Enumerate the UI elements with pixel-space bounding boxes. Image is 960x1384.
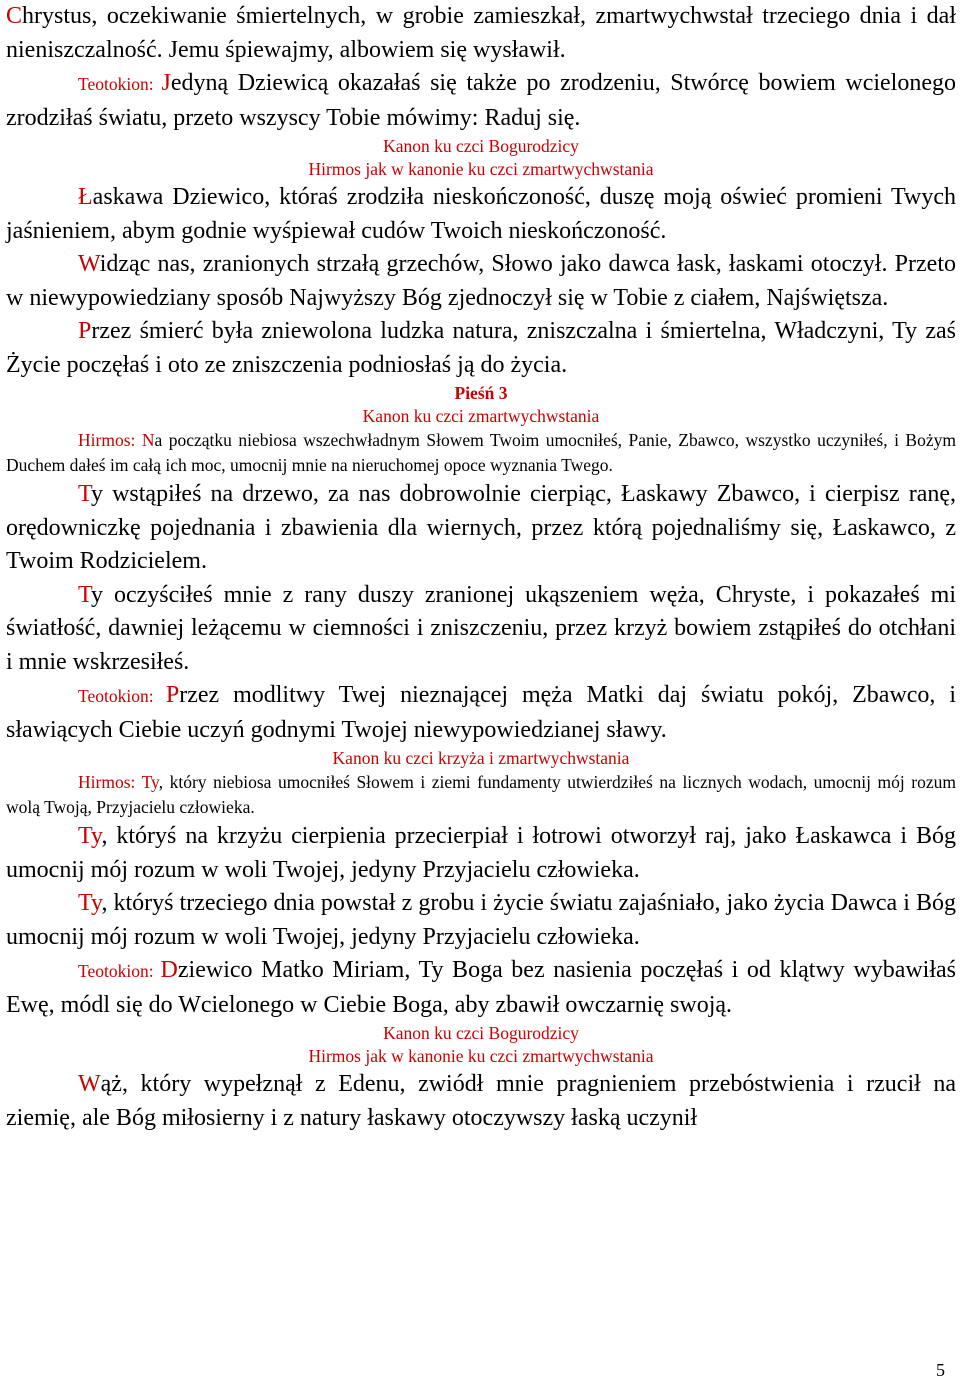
song-heading: Pieśń 3	[454, 383, 508, 403]
section-heading: Kanon ku czci Bogurodzicy	[383, 1023, 579, 1043]
hirmos-label: Hirmos:	[78, 430, 142, 450]
section-heading: Kanon ku czci zmartwychwstania	[362, 406, 600, 426]
teotokion-paragraph	[6, 679, 956, 747]
initial-letter: D	[160, 957, 178, 983]
initial-letter: J	[161, 70, 171, 96]
hirmos-paragraph	[6, 770, 956, 820]
paragraph-text: edyną Dziewicą okazałaś się także po zrodzeniu, Stwórcę bowiem wcielonego zrodziłaś światu, przeto wszyscy Tobie mówimy: Raduj się.	[6, 70, 956, 131]
paragraph	[6, 181, 956, 248]
paragraph-text: , który niebiosa umocniłeś Słowem i ziemi fundamenty utwierdziłeś na licznych wodach, umocnij mój rozum wolą Twoją, Przyjacielu człowieka.	[6, 772, 956, 817]
initial-letter: Ty	[78, 823, 102, 849]
hirmos-heading: Hirmos jak w kanonie ku czci zmartwychwstania	[308, 159, 654, 179]
initial-letter: N	[141, 430, 155, 450]
teotokion-label: Teotokion:	[78, 961, 161, 981]
paragraph	[6, 887, 956, 954]
hirmos-paragraph	[6, 428, 956, 478]
paragraph	[6, 248, 956, 315]
page-number: 5	[936, 1360, 945, 1380]
paragraph	[6, 315, 956, 382]
paragraph-text: ąż, który wypełznął z Edenu, zwiódł mnie pragnieniem przebóstwienia i rzucił na ziemię, ale Bóg miłosierny i z natury łaskawy otoczywszy łaską uczynił	[6, 1071, 956, 1131]
paragraph-text: , któryś trzeciego dnia powstał z grobu i życie światu zajaśniało, jako życia Dawca i Bóg umocnij mój rozum w woli Twojej, jedyny Przyjacielu człowieka.	[6, 890, 956, 950]
initial-letter: Ł	[78, 184, 93, 210]
teotokion-paragraph	[6, 954, 956, 1022]
initial-letter: Ty	[78, 890, 102, 916]
teotokion-label: Teotokion:	[78, 74, 162, 94]
initial-letter: T	[78, 481, 91, 507]
initial-letter: P	[165, 682, 180, 708]
paragraph-text: idząc nas, zranionych strzałą grzechów, Słowo jako dawca łask, łaskami otoczył. Przeto w niewypowiedziany sposób Najwyższy Bóg zjednoczył się w Tobie z ciałem, Najświętsza.	[6, 251, 956, 311]
teotokion-label: Teotokion:	[78, 686, 166, 706]
paragraph-text: rzez modlitwy Twej nieznającej męża Matki daj światu pokój, Zbawco, i sławiących Ciebie uczyń godnymi Twojej niewypowiedzianej sławy.	[6, 682, 957, 743]
initial-letter: P	[78, 318, 92, 344]
paragraph-text: y oczyściłeś mnie z rany duszy zranionej ukąszeniem węża, Chryste, i pokazałeś mi światłość, dawniej leżącemu w ciemności i zniszczeniu, przez krzyż bowiem zstąpiłeś do otchłani i mnie wskrzesiłeś.	[6, 581, 956, 675]
initial-letter: T	[78, 581, 91, 608]
section-heading: Kanon ku czci Bogurodzicy	[383, 136, 579, 156]
paragraph-text: rzez śmierć była zniewolona ludzka natura, zniszczalna i śmiertelna, Władczyni, Ty zaś Życie poczęłaś i oto ze zniszczenia podniosłaś ją do życia.	[6, 318, 956, 378]
initial-letter: Ty	[141, 772, 159, 792]
section-heading: Kanon ku czci krzyża i zmartwychwstania	[332, 748, 630, 768]
paragraph	[6, 478, 956, 579]
initial-letter: W	[78, 251, 100, 277]
hirmos-label: Hirmos:	[78, 772, 142, 792]
paragraph-text: , któryś na krzyżu cierpienia przecierpiał i łotrowi otworzył raj, jako Łaskawca i Bóg umocnij mój rozum w woli Twojej, jedyny Przyjacielu człowieka.	[6, 823, 956, 883]
paragraph-text: ziewico Matko Miriam, Ty Boga bez nasienia poczęłaś i od klątwy wybawiłaś Ewę, módl się do Wcielonego w Ciebie Boga, aby zbawił owczarnię swoją.	[6, 957, 957, 1018]
paragraph-text: hrystus, oczekiwanie śmiertelnych, w grobie zamieszkał, zmartwychwstał trzeciego dnia i dał nieniszczalność. Jemu śpiewajmy, albowiem się wysławił.	[6, 3, 956, 63]
initial-letter: C	[6, 3, 23, 29]
paragraph	[6, 0, 956, 67]
paragraph-text: a początku niebiosa wszechwładnym Słowem Twoim umocniłeś, Panie, Zbawco, wszystko uczyniłeś, i Bożym Duchem dałeś im całą ich moc, umocnij mnie na nieruchomej opoce wyznania Twego.	[6, 430, 956, 475]
paragraph	[6, 579, 956, 680]
paragraph-text: y wstąpiłeś na drzewo, za nas dobrowolnie cierpiąc, Łaskawy Zbawco, i cierpisz ranę, orędowniczkę pojednania i zbawienia dla wiernych, przez którą pojednaliśmy się, Łaskawco, z Twoim Rodzicielem.	[6, 481, 956, 574]
paragraph	[6, 1068, 956, 1135]
document-page	[6, 0, 956, 1135]
paragraph	[6, 820, 956, 887]
hirmos-heading: Hirmos jak w kanonie ku czci zmartwychwstania	[308, 1046, 654, 1066]
teotokion-paragraph	[6, 67, 956, 135]
initial-letter: W	[78, 1071, 101, 1097]
paragraph-text: askawa Dziewico, któraś zrodziła nieskończoność, duszę moją oświeć promieni Twych jaśnieniem, abym godnie wyśpiewał cudów Twoich nieskończoność.	[6, 184, 956, 244]
